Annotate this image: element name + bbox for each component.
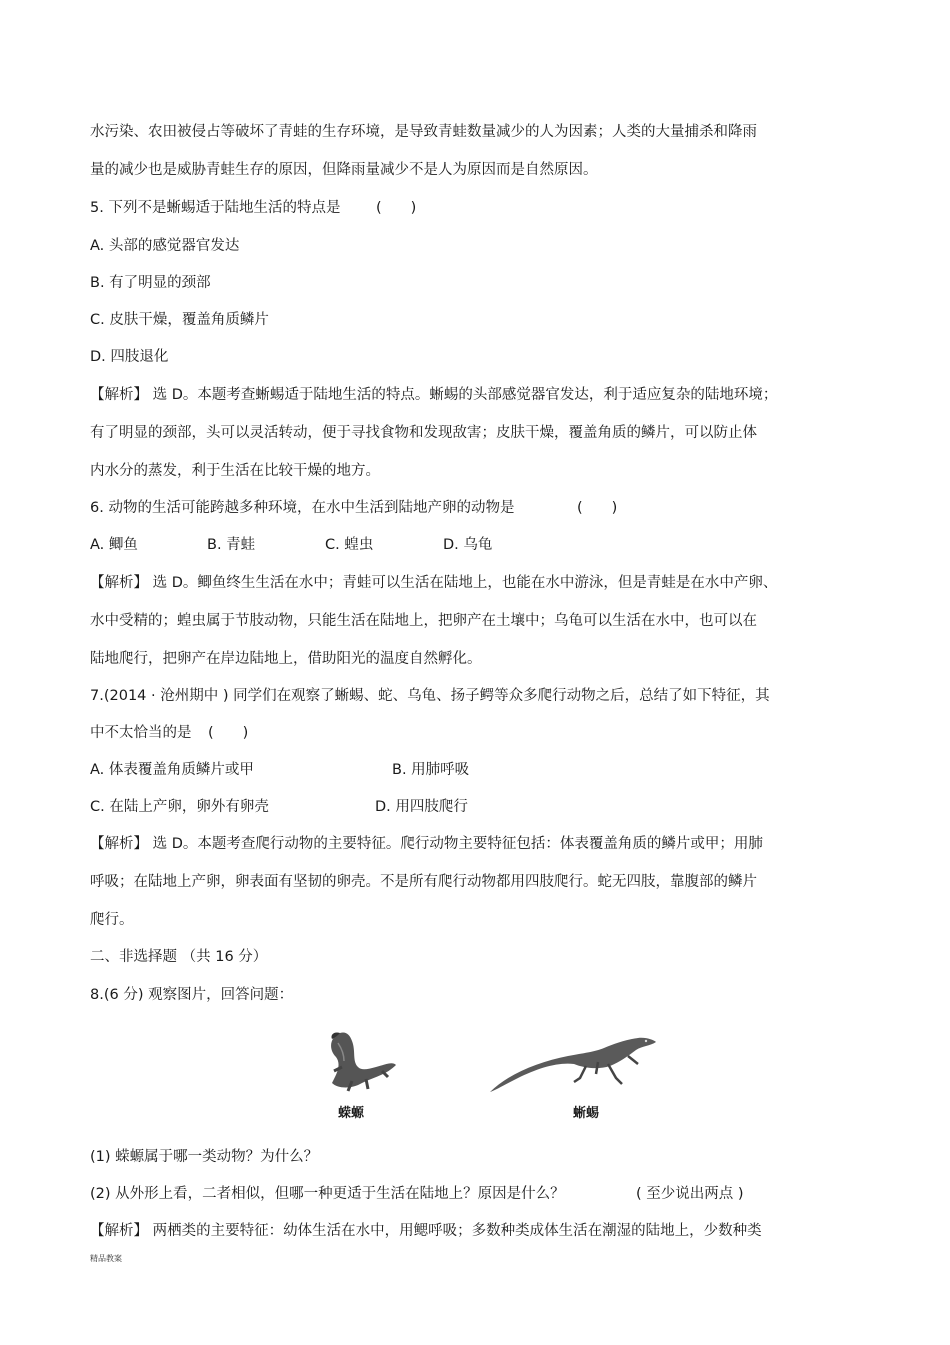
analysis-line: 有了明显的颈部，头可以灵活转动，便于寻找食物和发现敌害；皮肤干燥，覆盖角质的鳞片，可以防止体 (90, 425, 757, 441)
section-heading: 二、非选择题 （共 16 分） (90, 949, 268, 965)
sub-question-2: (2) 从外形上看，二者相似，但哪一种更适于生活在陆地上？原因是什么？ (90, 1186, 565, 1202)
option-b: B. 用肺呼吸 (392, 762, 470, 778)
analysis-line: 【解析】 两栖类的主要特征：幼体生活在水中，用鳃呼吸；多数种类成体生活在潮湿的陆地上，少数种类 (90, 1223, 762, 1239)
question-5: 5. 下列不是蜥蜴适于陆地生活的特点是 (90, 200, 341, 216)
lizard-image (488, 1034, 660, 1096)
analysis-line: 【解析】 选 D。鲫鱼终生生活在水中；青蛙可以生活在陆地上，也能在水中游泳，但是青蛙是在水中产卵、 (90, 575, 778, 591)
footer-text: 精品教案 (90, 1254, 122, 1263)
question-8: 8.(6 分) 观察图片，回答问题： (90, 987, 294, 1003)
question-7-cont: 中不太恰当的是 (90, 725, 192, 741)
salamander-caption: 蝾螈 (338, 1106, 365, 1121)
option-c: C. 在陆上产卵，卵外有卵壳 (90, 799, 269, 815)
option-c: C. 蝗虫 (325, 537, 374, 553)
lizard-caption: 蜥蜴 (573, 1106, 600, 1121)
analysis-line: 【解析】 选 D。本题考查蜥蜴适于陆地生活的特点。蜥蜴的头部感觉器官发达，利于适应复杂的陆地环境； (90, 387, 778, 403)
option-d: D. 乌龟 (443, 537, 493, 553)
salamander-image (322, 1027, 402, 1097)
answer-blank: ( ) (577, 500, 618, 516)
option-b: B. 青蛙 (207, 537, 256, 553)
analysis-line: 内水分的蒸发，利于生活在比较干燥的地方。 (90, 463, 380, 479)
question-6: 6. 动物的生活可能跨越多种环境，在水中生活到陆地产卵的动物是 (90, 500, 515, 516)
answer-blank: ( ) (376, 200, 417, 216)
text-line: 水污染、农田被侵占等破坏了青蛙的生存环境，是导致青蛙数量减少的人为因素；人类的大量捕杀和降雨 (90, 124, 757, 140)
analysis-line: 陆地爬行，把卵产在岸边陆地上，借助阳光的温度自然孵化。 (90, 651, 482, 667)
option-b: B. 有了明显的颈部 (90, 275, 211, 291)
sub-question-1: (1) 蝾螈属于哪一类动物？为什么？ (90, 1149, 319, 1165)
analysis-line: 【解析】 选 D。本题考查爬行动物的主要特征。爬行动物主要特征包括：体表覆盖角质的鳞片或甲；用肺 (90, 836, 763, 852)
analysis-line: 水中受精的；蝗虫属于节肢动物，只能生活在陆地上，把卵产在土壤中；乌龟可以生活在水中，也可以在 (90, 613, 757, 629)
question-7: 7.(2014 · 沧州期中 ) 同学们在观察了蜥蜴、蛇、乌龟、扬子鳄等众多爬行动物之后，总结了如下特征，其 (90, 688, 770, 704)
option-c: C. 皮肤干燥，覆盖角质鳞片 (90, 312, 269, 328)
option-a: A. 头部的感觉器官发达 (90, 238, 240, 254)
option-d: D. 用四肢爬行 (375, 799, 468, 815)
note: ( 至少说出两点 ) (636, 1186, 744, 1202)
option-a: A. 体表覆盖角质鳞片或甲 (90, 762, 254, 778)
option-d: D. 四肢退化 (90, 349, 169, 365)
answer-blank: ( ) (208, 725, 249, 741)
analysis-line: 呼吸；在陆地上产卵，卵表面有坚韧的卵壳。不是所有爬行动物都用四肢爬行。蛇无四肢，靠腹部的鳞片 (90, 874, 757, 890)
analysis-line: 爬行。 (90, 912, 134, 928)
option-a: A. 鲫鱼 (90, 537, 138, 553)
text-line: 量的减少也是威胁青蛙生存的原因，但降雨量减少不是人为原因而是自然原因。 (90, 162, 598, 178)
